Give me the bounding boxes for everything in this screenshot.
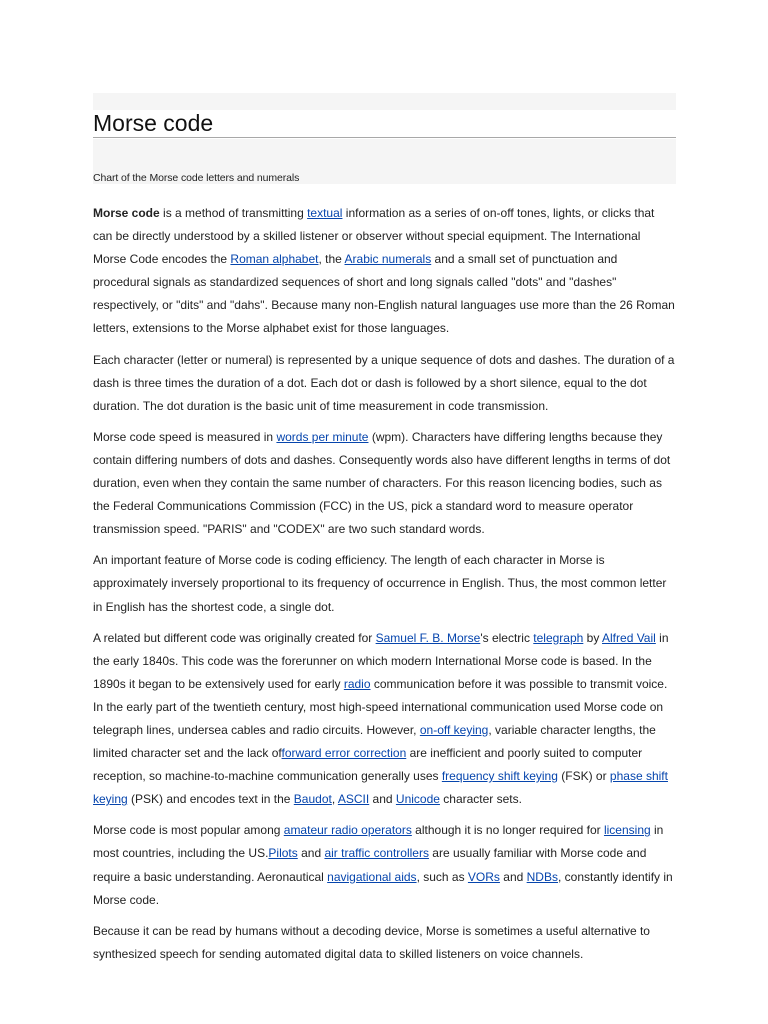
link-amateur-radio-operators[interactable]: amateur radio operators (283, 823, 412, 838)
link-on-off-keying[interactable]: on-off keying (419, 722, 489, 737)
link-arabic-numerals[interactable]: Arabic numerals (344, 252, 432, 267)
text: although it is no longer required for (411, 823, 604, 838)
text: , such as (416, 869, 468, 884)
header-band (93, 93, 676, 110)
text: character sets. (439, 792, 522, 807)
text: information as a series of on-off tones, lights, or clicks that can be directly understood by a skilled listener or observer without special equipment. The International Morse Code encodes the (93, 206, 655, 267)
term-morse-code: Morse code (93, 206, 160, 220)
text: , variable character lengths, the limited character set and the lack of (93, 722, 656, 761)
article-body (93, 202, 677, 974)
paragraph-speed (93, 426, 677, 541)
link-ascii[interactable]: ASCII (337, 792, 370, 807)
link-vors[interactable]: VORs (467, 869, 500, 884)
text: are usually familiar with Morse code and require a basic understanding. Aeronautical (93, 846, 647, 884)
text: is a method of transmitting (159, 206, 308, 220)
paragraph-character-representation: Each character (letter or numeral) is represented by a unique sequence of dots and dashes. The duration of a dash is three times the duration of a dot. Each dot or dash is followed by a short silence, equal to the dot duration. The dot duration is the basic unit of time measurement in code transmission. (93, 352, 675, 413)
link-forward-error-correction[interactable]: forward error correction (281, 746, 407, 761)
link-frequency-shift-keying[interactable]: frequency shift keying (441, 769, 558, 784)
link-pilots[interactable]: Pilots (268, 846, 298, 861)
text: Morse code speed is measured in (93, 429, 277, 444)
paragraph-efficiency: An important feature of Morse code is coding efficiency. The length of each character in Morse is approximately inversely proportional to its frequency of occurrence in English. Thus, the most common letter in English has the shortest code, a single dot. (93, 553, 667, 614)
text: communication before it was possible to transmit voice. In the early part of the twentieth century, most high-speed international communication used Morse code on telegraph lines, undersea cables and radio circuits. However, (93, 676, 668, 737)
text: (FSK) or (557, 769, 610, 784)
text: , (331, 792, 338, 807)
text: are inefficient and poorly suited to computer reception, so machine-to-machine communication generally uses (93, 746, 643, 784)
link-telegraph[interactable]: telegraph (533, 630, 584, 645)
link-baudot[interactable]: Baudot (293, 792, 332, 807)
text: 's electric (480, 630, 534, 645)
link-samuel-morse[interactable]: Samuel F. B. Morse (375, 630, 481, 645)
text: Morse code is most popular among (93, 823, 284, 838)
paragraph-popularity (93, 819, 677, 911)
paragraph-intro (93, 202, 677, 341)
link-licensing[interactable]: licensing (603, 823, 651, 838)
text: , constantly identify in Morse code. (93, 869, 673, 907)
link-unicode[interactable]: Unicode (395, 792, 440, 807)
text: by (583, 630, 603, 645)
text: A related but different code was originally created for (93, 630, 376, 645)
text: and (297, 846, 325, 861)
image-caption-box (93, 139, 676, 184)
text: and a small set of punctuation and procedural signals as standardized sequences of short and long signals called "dots" and "dashes" respectively, or "dits" and "dahs". Because many non-English natural languages use more than the 26 Roman letters, extensions to the Morse alphabet exist for those languages. (93, 252, 675, 336)
paragraph-history (93, 627, 677, 812)
link-words-per-minute[interactable]: words per minute (276, 429, 369, 444)
paragraph-alternative: Because it can be read by humans without a decoding device, Morse is sometimes a useful alternative to synthesized speech for sending automated digital data to skilled listeners on voice channels. (93, 923, 650, 961)
text: , the (318, 252, 345, 267)
text: in the early 1840s. This code was the forerunner on which modern International Morse code is based. In the 1890s it began to be extensively used for early (93, 630, 669, 691)
text: and (499, 869, 527, 884)
link-ndbs[interactable]: NDBs (526, 869, 558, 884)
link-phase-shift-keying[interactable]: phase shift keying (93, 769, 668, 807)
text: (PSK) and encodes text in the (127, 792, 294, 807)
link-textual[interactable]: textual (307, 206, 343, 220)
link-air-traffic-controllers[interactable]: air traffic controllers (324, 846, 429, 861)
link-navigational-aids[interactable]: navigational aids (327, 869, 417, 884)
link-alfred-vail[interactable]: Alfred Vail (602, 630, 656, 645)
text: and (369, 792, 396, 807)
text: (wpm). Characters have differing lengths because they contain differing numbers of dots and dashes. Consequently words also have different lengths in terms of dot duration, even when they contain the same number of characters. For this reason licencing bodies, such as the Federal Communications Commission (FCC) in the US, pick a standard word to measure operator transmission speed. "PARIS" and "CODEX" are two such standard words. (93, 429, 671, 537)
image-caption: Chart of the Morse code letters and numerals (93, 172, 300, 184)
text: in most countries, including the US. (93, 823, 664, 861)
link-radio[interactable]: radio (343, 676, 371, 691)
article-title: Morse code (93, 110, 676, 138)
link-roman-alphabet[interactable]: Roman alphabet (230, 252, 319, 267)
